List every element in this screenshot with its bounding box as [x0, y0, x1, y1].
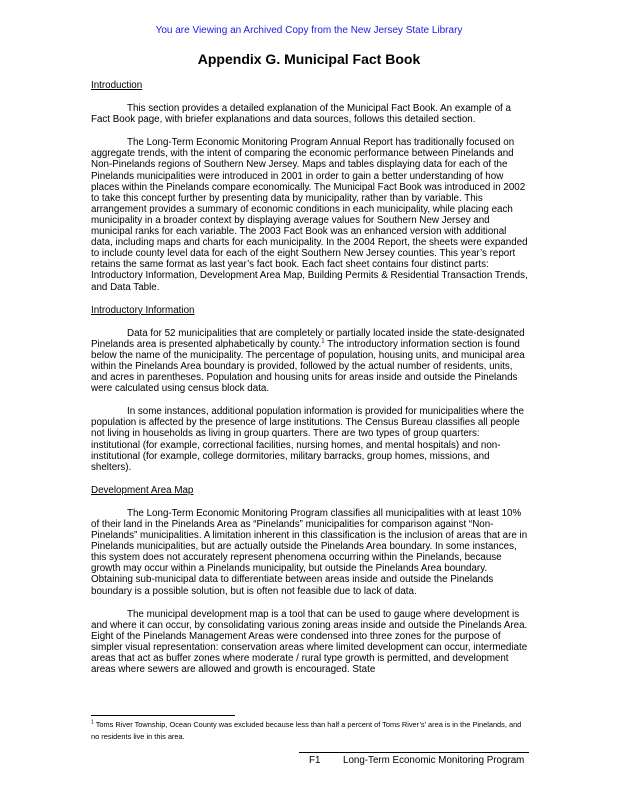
- footnote-text: Toms River Township, Ocean County was excluded because less than half a percent of Toms River’s’ area is in the Pinelands, and no residents live in this area.: [91, 720, 522, 741]
- page-number: F1: [309, 755, 321, 766]
- section-heading-introductory-information: Introductory Information: [91, 304, 195, 316]
- introductory-info-paragraph-2: In some instances, additional population information is provided for municipalities where the population is affected by the presence of large institutions. The Census Bureau classifies all people not living in households as living in group quarters. There are two types of group quarters: institutional (for example, correctional facilities, nursing homes, and mental hospitals) and non-institutional (for example, college dormitories, military barracks, group homes, missions, and shelters).: [91, 406, 524, 473]
- footnote-number: 1: [91, 719, 94, 726]
- intro-paragraph-1: This section provides a detailed explanation of the Municipal Fact Book. An example of a Fact Book page, with briefer explanations and data sources, follows this detailed section.: [91, 103, 511, 126]
- section-heading-introduction: Introduction: [91, 80, 143, 91]
- intro-paragraph-2: The Long-Term Economic Monitoring Program Annual Report has traditionally focused on aggregate trends, with the intent of comparing the economic performance between Pinelands and Non-Pinelands regions of Southern New Jersey. Maps and tables displaying data for each of the Pinelands municipalities were introduced in 2001 in order to gain a better understanding of how places within the Pinelands compare economically. The Municipal Fact Book was introduced in 2002 to take this concept further by presenting data by municipality, rather than by variable. This arrangement provides a summary of economic conditions in each municipality, while placing each municipality in a broader context by displaying average values for Southern New Jersey and municipal ranks for each variable. The 2003 Fact Book was an enhanced version with additional data, including maps and charts for each municipality. In the 2004 Report, the sheets were expanded to include county level data for each of the eight Southern New Jersey counties. This year’s report retains the same format as last year’s fact book. Each fact sheet contains four distinct parts: Introductory Information, Development Area Map, Building Permits & Residential Transaction Trends, and Data Table.: [91, 137, 528, 293]
- introductory-info-text-b: The introductory information section is found below the name of the municipality. The percentage of population, housing units, and municipal area within the Pinelands Area boundary is provided, followed by the actual number of residents, units, and acres in parentheses. Population and housing units for areas inside and outside the Pinelands were calculated using census block data.: [91, 338, 525, 395]
- development-map-paragraph-1: The Long-Term Economic Monitoring Program classifies all municipalities with at least 10% of their land in the Pinelands Area as “Pinelands” municipalities for comparison against “Non-Pinelands” municipalities. A limitation inherent in this classification is the inclusion of areas that are in Pinelands municipalities, but are actually outside the Pinelands Area boundary. In some instances, this system does not accurately represent phenomena occurring within the Pinelands, because growth may occur within a Pinelands municipality, but outside the Pinelands Area boundary. Obtaining sub-municipal data to differentiate between areas inside and outside the Pinelands boundary is a possible solution, but is often not feasible due to lack of data.: [91, 507, 528, 597]
- footnote: [91, 719, 528, 743]
- section-heading-development-area-map: Development Area Map: [91, 484, 194, 496]
- introductory-info-paragraph-1: [91, 328, 528, 395]
- page-footer: [299, 752, 529, 766]
- footnote-reference[interactable]: 1: [321, 338, 325, 345]
- footer-program-name: Long-Term Economic Monitoring Program: [343, 755, 525, 766]
- introductory-info-text-a: Data for 52 municipalities that are completely or partially located inside the state-designated Pinelands area is presented alphabetically by county.: [91, 327, 525, 350]
- page-title: Appendix G. Municipal Fact Book: [197, 51, 421, 67]
- development-map-paragraph-2: The municipal development map is a tool that can be used to gauge where development is and where it can occur, by consolidating various zoning areas inside and outside the Pinelands Area. Eight of the Pinelands Management Areas were condensed into three zones for the purpose of simpler visual representation: conservation areas where limited development can occur, intermediate areas that act as buffer zones where moderate / rural type growth is permitted, and development areas where sewers are allowed and growth is encouraged. State: [91, 608, 528, 676]
- archive-banner: You are Viewing an Archived Copy from the New Jersey State Library: [155, 25, 463, 36]
- document-body: [91, 80, 528, 687]
- footnote-divider: [91, 715, 235, 716]
